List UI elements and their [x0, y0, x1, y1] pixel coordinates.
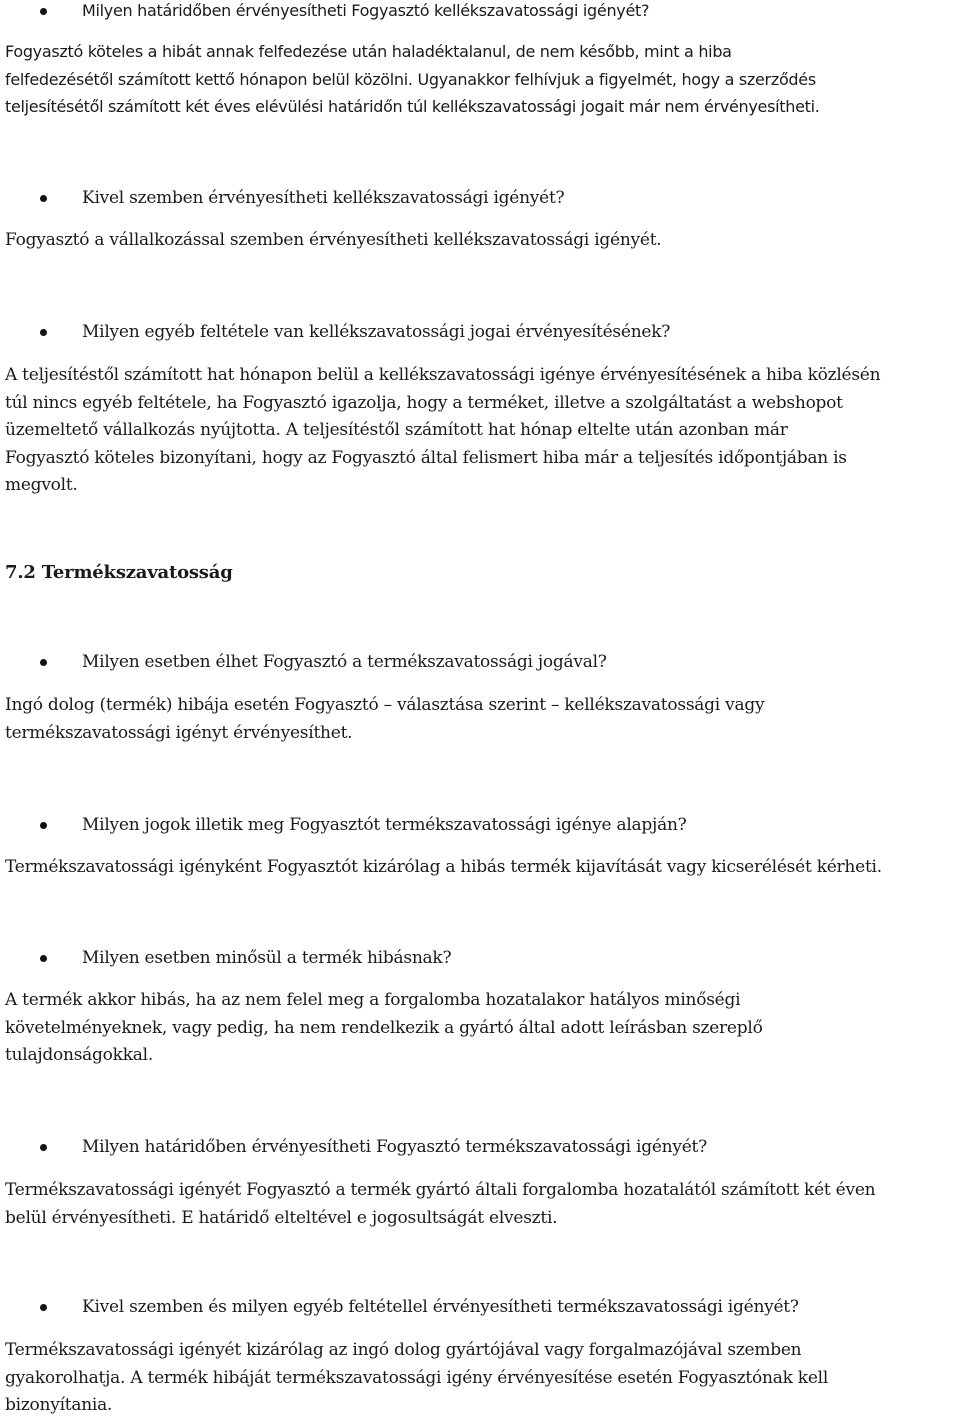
question-kellek-hatarido — [0, 0, 960, 25]
question-kellek-feltetel — [0, 318, 960, 346]
question-text: Milyen határidőben érvényesítheti Fogyasztó kellékszavatossági igényét? — [82, 1, 650, 20]
question-termek-kivel — [0, 1293, 960, 1321]
question-termek-hibas — [0, 944, 960, 972]
answer-line: Termékszavatossági igényét Fogyasztó a termék gyártó általi forgalomba hozatalától számított két éven — [5, 1180, 876, 1200]
bullet-icon — [40, 1144, 47, 1151]
bullet-icon — [40, 329, 47, 336]
answer-line: megvolt. — [5, 475, 78, 495]
answer-line: Fogyasztó köteles bizonyítani, hogy az Fogyasztó által felismert hiba már a teljesítés időpontjában is — [5, 447, 847, 468]
answer-line: Fogyasztó a vállalkozással szemben érvényesítheti kellékszavatossági igényét. — [5, 230, 662, 250]
answer-line: tulajdonságokkal. — [5, 1045, 153, 1065]
question-termek-mikor — [0, 648, 960, 676]
bullet-icon — [40, 1304, 47, 1311]
answer-termek-hibas — [5, 987, 960, 1070]
answer-termek-hatarido — [5, 1177, 960, 1232]
question-text: Milyen egyéb feltétele van kellékszavatossági jogai érvényesítésének? — [82, 322, 671, 342]
answer-line: Fogyasztó köteles a hibát annak felfedezése után haladéktalanul, de nem később, mint a hiba — [5, 42, 732, 61]
answer-line: követelményeknek, vagy pedig, ha nem rendelkezik a gyártó által adott leírásban szereplő — [5, 1017, 763, 1038]
question-termek-hatarido — [0, 1133, 960, 1161]
question-kellek-kivel — [0, 184, 960, 212]
question-text: Kivel szemben érvényesítheti kellékszavatossági igényét? — [82, 188, 565, 208]
answer-line: Ingó dolog (termék) hibája esetén Fogyasztó – választása szerint – kellékszavatossági vagy — [5, 695, 765, 715]
bullet-icon — [40, 659, 47, 666]
answer-line: bizonyítania. — [5, 1395, 113, 1415]
answer-line: gyakorolhatja. A termék hibáját termékszavatossági igény érvényesítése esetén Fogyasztónak kell — [5, 1367, 829, 1388]
answer-line: felfedezésétől számított kettő hónapon belül közölni. Ugyanakkor felhívjuk a figyelmét, hogy a szerződés — [5, 69, 816, 89]
bullet-icon — [40, 195, 47, 202]
answer-termek-jogok — [5, 854, 960, 882]
answer-termek-kivel — [5, 1337, 960, 1420]
question-text: Milyen esetben minősül a termék hibásnak? — [82, 948, 452, 968]
answer-kellek-feltetel — [5, 362, 960, 500]
answer-line: A teljesítéstől számított hat hónapon belül a kellékszavatossági igénye érvényesítésének a hiba közlésén — [5, 365, 881, 385]
answer-line: belül érvényesítheti. E határidő elteltével e jogosultságát elveszti. — [5, 1207, 558, 1228]
question-text: Milyen esetben élhet Fogyasztó a termékszavatossági jogával? — [82, 652, 607, 672]
section-heading: 7.2 Termékszavatosság — [5, 562, 233, 583]
bullet-icon — [40, 822, 47, 829]
question-termek-jogok — [0, 811, 960, 839]
answer-kellek-hatarido — [5, 38, 960, 121]
answer-termek-mikor — [5, 692, 960, 747]
answer-line: teljesítésétől számított két éves elévülési határidőn túl kellékszavatossági jogait már nem érvényesítheti. — [5, 97, 820, 116]
answer-line: túl nincs egyéb feltétele, ha Fogyasztó igazolja, hogy a terméket, illetve a szolgáltatást a webshopot — [5, 392, 843, 413]
answer-line: Termékszavatossági igényként Fogyasztót kizárólag a hibás termék kijavítását vagy kicserélését kérheti. — [5, 857, 882, 877]
answer-line: termékszavatossági igényt érvényesíthet. — [5, 722, 353, 743]
bullet-icon — [40, 955, 47, 962]
bullet-icon — [40, 8, 47, 15]
question-text: Kivel szemben és milyen egyéb feltétellel érvényesítheti termékszavatossági igényét? — [82, 1297, 799, 1317]
answer-line: A termék akkor hibás, ha az nem felel meg a forgalomba hozatalakor hatályos minőségi — [5, 990, 741, 1010]
answer-kellek-kivel — [5, 227, 960, 255]
answer-line: Termékszavatossági igényét kizárólag az ingó dolog gyártójával vagy forgalmazójával szemben — [5, 1340, 802, 1360]
answer-line: üzemeltető vállalkozás nyújtotta. A teljesítéstől számított hat hónap eltelte után azonban már — [5, 420, 788, 440]
question-text: Milyen jogok illetik meg Fogyasztót termékszavatossági igénye alapján? — [82, 815, 687, 835]
question-text: Milyen határidőben érvényesítheti Fogyasztó termékszavatossági igényét? — [82, 1137, 707, 1157]
